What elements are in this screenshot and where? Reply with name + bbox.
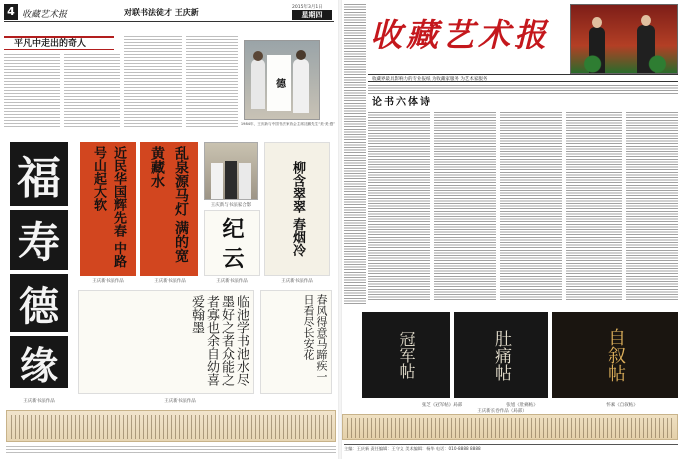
work-red-1: 近民华国辉先春 中路号山起大软	[80, 142, 136, 276]
feature-section	[4, 36, 334, 132]
cursive-strokes: 自叙帖	[605, 328, 626, 382]
article-body	[368, 112, 680, 302]
work-fu: 福	[10, 142, 68, 206]
person-photo	[251, 59, 265, 109]
page-header	[4, 4, 334, 22]
feature-text-col-3	[124, 36, 182, 129]
group-photo-caption: 王庆新与书法家合影	[210, 203, 252, 208]
feature-title: 平凡中走出的奇人	[4, 36, 114, 50]
group-photo	[204, 142, 258, 200]
work-cursive-panel	[260, 290, 332, 394]
work-right-col: 柳含翠翠 春烟冷	[264, 142, 330, 276]
cursive-caption-2: 怀素《自叙帖》	[606, 403, 638, 408]
left-page	[0, 0, 338, 459]
photo-caption: 1984年，王庆新与中国书法家协会主席沈鹏先生“美·美·感”	[240, 122, 336, 126]
right-bottom-scroll	[342, 414, 678, 440]
cursive-panel-1	[362, 312, 450, 398]
header-weekday: 星期四	[292, 10, 332, 20]
article-col-5	[626, 112, 678, 302]
cursive-panel-3	[552, 312, 678, 398]
feature-text-col-1	[4, 54, 60, 129]
scroll-in-photo: 德	[267, 55, 291, 111]
work-shou: 寿	[10, 210, 68, 270]
right-page	[342, 0, 680, 459]
header-title: 对联书法徒才 王庆新	[124, 8, 199, 17]
slogan-bar	[368, 74, 678, 82]
article-col-2	[434, 112, 496, 302]
left-bottom-scroll	[6, 410, 336, 442]
person-photo	[225, 161, 237, 200]
page-number: 4	[4, 4, 18, 20]
work-calli: 纪 云	[204, 210, 260, 276]
info-bar	[368, 85, 678, 95]
person-photo	[239, 163, 251, 200]
work-red-2: 乱泉源马灯 满的宽黄藏水	[140, 142, 198, 276]
cursive-strokes: 冠军帖	[397, 331, 416, 379]
article-col-4	[566, 112, 622, 302]
cursive-text: 临池学书池水尽墨好之者众能之者寡也余自幼喜爱翰墨	[189, 295, 249, 386]
cursive-strokes: 肚痛帖	[491, 329, 511, 381]
section-name: 收藏艺术报	[22, 10, 68, 20]
person-photo	[293, 59, 309, 113]
person-photo	[211, 163, 223, 200]
scroll-lines	[347, 418, 675, 438]
cursive-caption-1: 张芝《冠军帖》局部	[421, 403, 463, 408]
work-cursive-large-caption: 王庆新书法作品	[164, 399, 196, 404]
work-red-2-caption: 王庆新书法作品	[154, 279, 186, 284]
footer-info: 主编：王庆新 责任编辑：王守义 美术编辑：杨华 电话：010-8888 8888	[344, 444, 678, 452]
work-right-col-caption: 王庆新书法作品	[281, 279, 313, 284]
masthead: 收藏艺术报	[370, 16, 551, 54]
slogan: 收藏界最具影响力的专业报纸 为收藏家服务 为艺术家服务	[372, 77, 488, 82]
article-title: 论书六体诗	[372, 97, 432, 108]
work-red-1-caption: 王庆新书法作品	[92, 279, 124, 284]
work-calli-caption: 王庆新书法作品	[216, 279, 248, 284]
masthead-photo	[570, 4, 678, 74]
right-edge-text	[344, 4, 366, 304]
person-photo	[253, 51, 263, 61]
feature-photo	[244, 40, 320, 120]
cursive-caption-hidden: 张旭《肚痛帖》	[506, 403, 538, 408]
work-caption-yuan: 王庆新书法作品	[23, 399, 55, 404]
black-works-column	[6, 142, 72, 404]
work-yuan: 缘	[10, 336, 68, 388]
article-col-3	[500, 112, 562, 302]
person-photo	[592, 17, 602, 28]
scroll-lines	[11, 415, 333, 439]
cursive-panel-2	[454, 312, 548, 398]
work-cursive-large	[78, 290, 254, 394]
person-photo	[296, 50, 306, 60]
left-footer	[6, 446, 336, 454]
person-photo	[641, 15, 651, 26]
cursive-panel-text: 春风得意马蹄疾一日看尽长安花	[302, 294, 328, 382]
feature-text-col-2	[64, 54, 120, 129]
feature-text-col-4	[186, 36, 238, 129]
plant-decor	[571, 53, 678, 74]
scroll-caption: 王庆新长卷作品（局部）	[477, 409, 527, 414]
work-de: 德	[10, 274, 68, 332]
header-date: 2015年3月1日	[292, 5, 323, 10]
article-col-1	[368, 112, 430, 302]
